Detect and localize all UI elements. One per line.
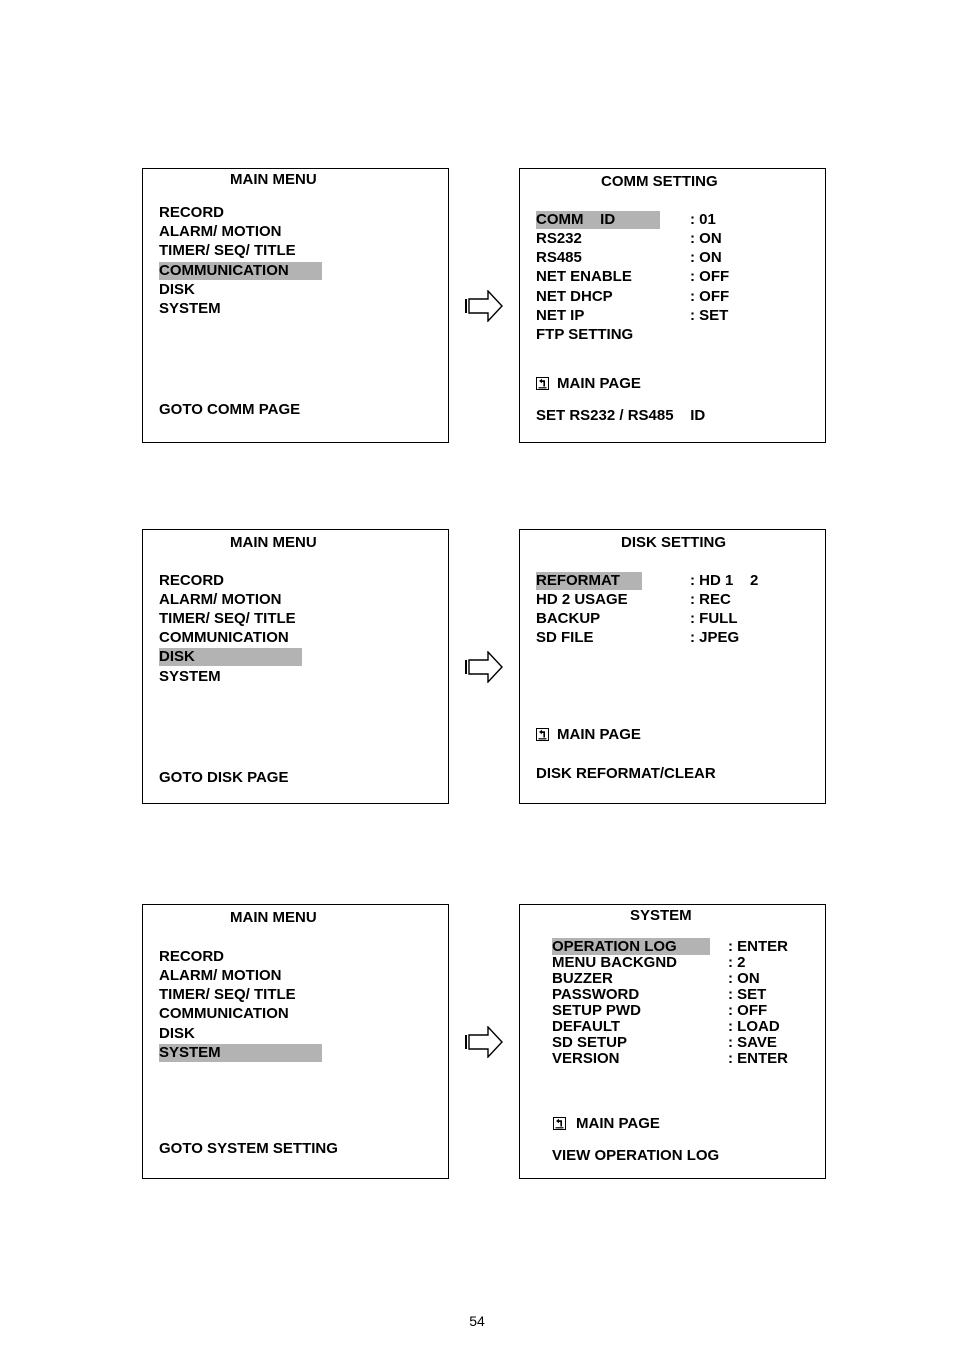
setting-value-operation-log: : ENTER <box>728 938 788 955</box>
menu-item-system[interactable]: SYSTEM <box>159 668 221 685</box>
system-setting-panel <box>519 904 826 1179</box>
return-icon <box>536 728 549 741</box>
menu-item-communication[interactable]: COMMUNICATION <box>159 629 289 646</box>
setting-value-backup: : FULL <box>690 610 738 627</box>
main-menu-title: MAIN MENU <box>230 534 317 551</box>
setting-footer-hint: VIEW OPERATION LOG <box>552 1147 720 1164</box>
right-arrow-icon <box>464 651 504 683</box>
main-menu-title: MAIN MENU <box>230 909 317 926</box>
menu-item-communication[interactable]: COMMUNICATION <box>159 1005 289 1022</box>
setting-label-net-dhcp[interactable]: NET DHCP <box>536 288 613 305</box>
setting-label-default[interactable]: DEFAULT <box>552 1018 621 1035</box>
setting-label-buzzer[interactable]: BUZZER <box>552 970 613 987</box>
menu-item-alarm-motion[interactable]: ALARM/ MOTION <box>159 591 282 608</box>
setting-label-sd-setup[interactable]: SD SETUP <box>552 1034 628 1051</box>
menu-item-timer-seq-title[interactable]: TIMER/ SEQ/ TITLE <box>159 986 296 1003</box>
setting-value-password: : SET <box>728 986 767 1003</box>
menu-item-alarm-motion[interactable]: ALARM/ MOTION <box>159 223 282 240</box>
setting-value-hd2-usage: : REC <box>690 591 731 608</box>
setting-value-net-ip: : SET <box>690 307 729 324</box>
setting-label-rs232[interactable]: RS232 <box>536 230 582 247</box>
right-arrow-icon <box>464 1026 504 1058</box>
main-page-link[interactable]: MAIN PAGE <box>557 375 641 392</box>
right-arrow-icon <box>464 290 504 322</box>
main-menu-title: MAIN MENU <box>230 171 317 188</box>
setting-value-net-enable: : OFF <box>690 268 730 285</box>
setting-label-operation-log[interactable]: OPERATION LOG <box>552 938 677 955</box>
setting-label-net-enable[interactable]: NET ENABLE <box>536 268 632 285</box>
setting-value-rs485: : ON <box>690 249 722 266</box>
comm-setting-panel <box>519 168 826 443</box>
setting-value-sd-file: : JPEG <box>690 629 740 646</box>
main-menu-panel-disk <box>142 529 449 804</box>
disk-setting-title: DISK SETTING <box>621 534 727 551</box>
setting-label-comm-id[interactable]: COMM ID <box>536 211 616 228</box>
page-number: 54 <box>469 1313 485 1329</box>
setting-label-password[interactable]: PASSWORD <box>552 986 640 1003</box>
menu-item-timer-seq-title[interactable]: TIMER/ SEQ/ TITLE <box>159 242 296 259</box>
setting-footer-hint: DISK REFORMAT/CLEAR <box>536 765 716 782</box>
setting-value-version: : ENTER <box>728 1050 788 1067</box>
menu-item-system[interactable]: SYSTEM <box>159 1044 221 1061</box>
setting-value-net-dhcp: : OFF <box>690 288 730 305</box>
setting-label-backup[interactable]: BACKUP <box>536 610 601 627</box>
setting-label-hd2-usage[interactable]: HD 2 USAGE <box>536 591 628 608</box>
menu-item-system[interactable]: SYSTEM <box>159 300 221 317</box>
main-menu-panel-comm <box>142 168 449 443</box>
menu-footer-hint: GOTO DISK PAGE <box>159 769 289 786</box>
menu-item-disk[interactable]: DISK <box>159 1025 195 1042</box>
menu-item-communication[interactable]: COMMUNICATION <box>159 262 289 279</box>
setting-label-ftp-setting[interactable]: FTP SETTING <box>536 326 634 343</box>
menu-item-alarm-motion[interactable]: ALARM/ MOTION <box>159 967 282 984</box>
setting-value-sd-setup: : SAVE <box>728 1034 777 1051</box>
setting-footer-hint: SET RS232 / RS485 ID <box>536 407 706 424</box>
menu-item-record[interactable]: RECORD <box>159 204 225 221</box>
setting-label-setup-pwd[interactable]: SETUP PWD <box>552 1002 641 1019</box>
setting-label-sd-file[interactable]: SD FILE <box>536 629 594 646</box>
setting-value-menu-backgnd: : 2 <box>728 954 746 971</box>
menu-item-record[interactable]: RECORD <box>159 948 225 965</box>
setting-label-version[interactable]: VERSION <box>552 1050 620 1067</box>
main-page-link[interactable]: MAIN PAGE <box>557 726 641 743</box>
system-setting-title: SYSTEM <box>630 907 692 924</box>
main-page-link[interactable]: MAIN PAGE <box>576 1115 660 1132</box>
setting-label-menu-backgnd[interactable]: MENU BACKGND <box>552 954 677 971</box>
setting-value-default: : LOAD <box>728 1018 780 1035</box>
setting-value-comm-id: : 01 <box>690 211 716 228</box>
setting-label-reformat[interactable]: REFORMAT <box>536 572 620 589</box>
menu-footer-hint: GOTO SYSTEM SETTING <box>159 1140 338 1157</box>
setting-label-rs485[interactable]: RS485 <box>536 249 582 266</box>
menu-item-timer-seq-title[interactable]: TIMER/ SEQ/ TITLE <box>159 610 296 627</box>
menu-item-disk[interactable]: DISK <box>159 281 195 298</box>
comm-setting-title: COMM SETTING <box>601 173 718 190</box>
setting-value-setup-pwd: : OFF <box>728 1002 768 1019</box>
disk-setting-panel <box>519 529 826 804</box>
main-menu-panel-system <box>142 904 449 1179</box>
setting-label-net-ip[interactable]: NET IP <box>536 307 585 324</box>
menu-item-disk[interactable]: DISK <box>159 648 195 665</box>
return-icon <box>553 1117 566 1130</box>
menu-item-record[interactable]: RECORD <box>159 572 225 589</box>
menu-footer-hint: GOTO COMM PAGE <box>159 401 301 418</box>
setting-value-reformat: : HD 1 2 <box>690 572 759 589</box>
setting-value-buzzer: : ON <box>728 970 760 987</box>
setting-value-rs232: : ON <box>690 230 722 247</box>
return-icon <box>536 377 549 390</box>
